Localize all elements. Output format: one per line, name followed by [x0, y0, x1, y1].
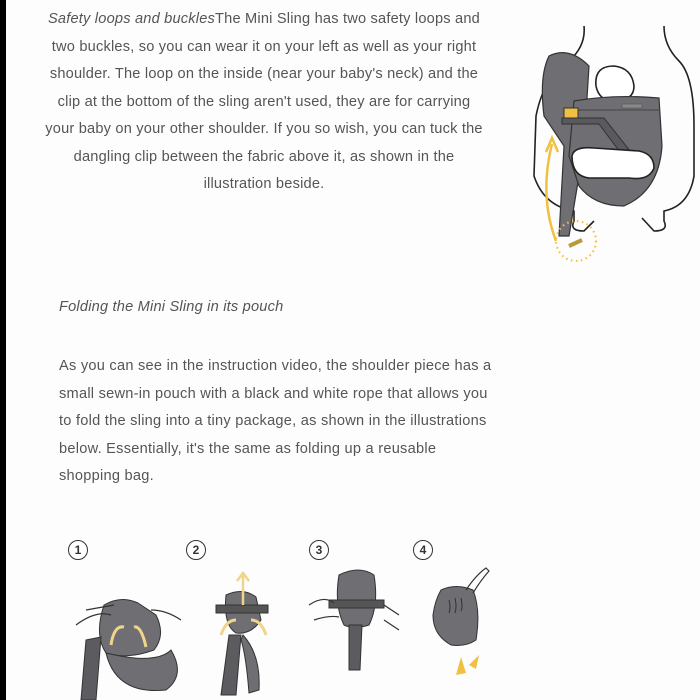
- step-4: [411, 540, 511, 700]
- fold-step-4-icon: [411, 565, 511, 700]
- step-2: [181, 540, 291, 700]
- page: [6, 0, 700, 700]
- fold-step-3-icon: [304, 565, 414, 700]
- fold-step-1-icon: [66, 565, 186, 700]
- step-number: 2: [186, 540, 206, 560]
- step-number: 3: [309, 540, 329, 560]
- fold-step-2-icon: [181, 565, 291, 700]
- folding-paragraph: As you can see in the instruction video, the shoulder piece has a small sewn-in pouch with a black and white rope that allows you to fold the sling into a tiny package, as shown in the illustrations below. Essentially, it's the same as folding up a reusable shopping bag.: [59, 358, 492, 484]
- folding-heading: Folding the Mini Sling in its pouch: [59, 299, 284, 315]
- step-number: 1: [68, 540, 88, 560]
- step-3: [304, 540, 414, 700]
- step-1: [66, 540, 186, 700]
- sling-illustration: [514, 6, 700, 276]
- safety-heading: Safety loops and buckles: [47, 11, 216, 27]
- safety-paragraph: [42, 6, 486, 199]
- safety-body: The Mini Sling has two safety loops and two buckles, so you can wear it on your left as well as your right shoulder. The loop on the inside (near your baby's neck) and the clip at the bottom of the sling aren't used, they are for carrying your baby on your other shoulder. If you so wish, you can tuck the dangling clip between the fabric above it, as shown in the illustration beside.: [45, 11, 483, 192]
- step-number: 4: [413, 540, 433, 560]
